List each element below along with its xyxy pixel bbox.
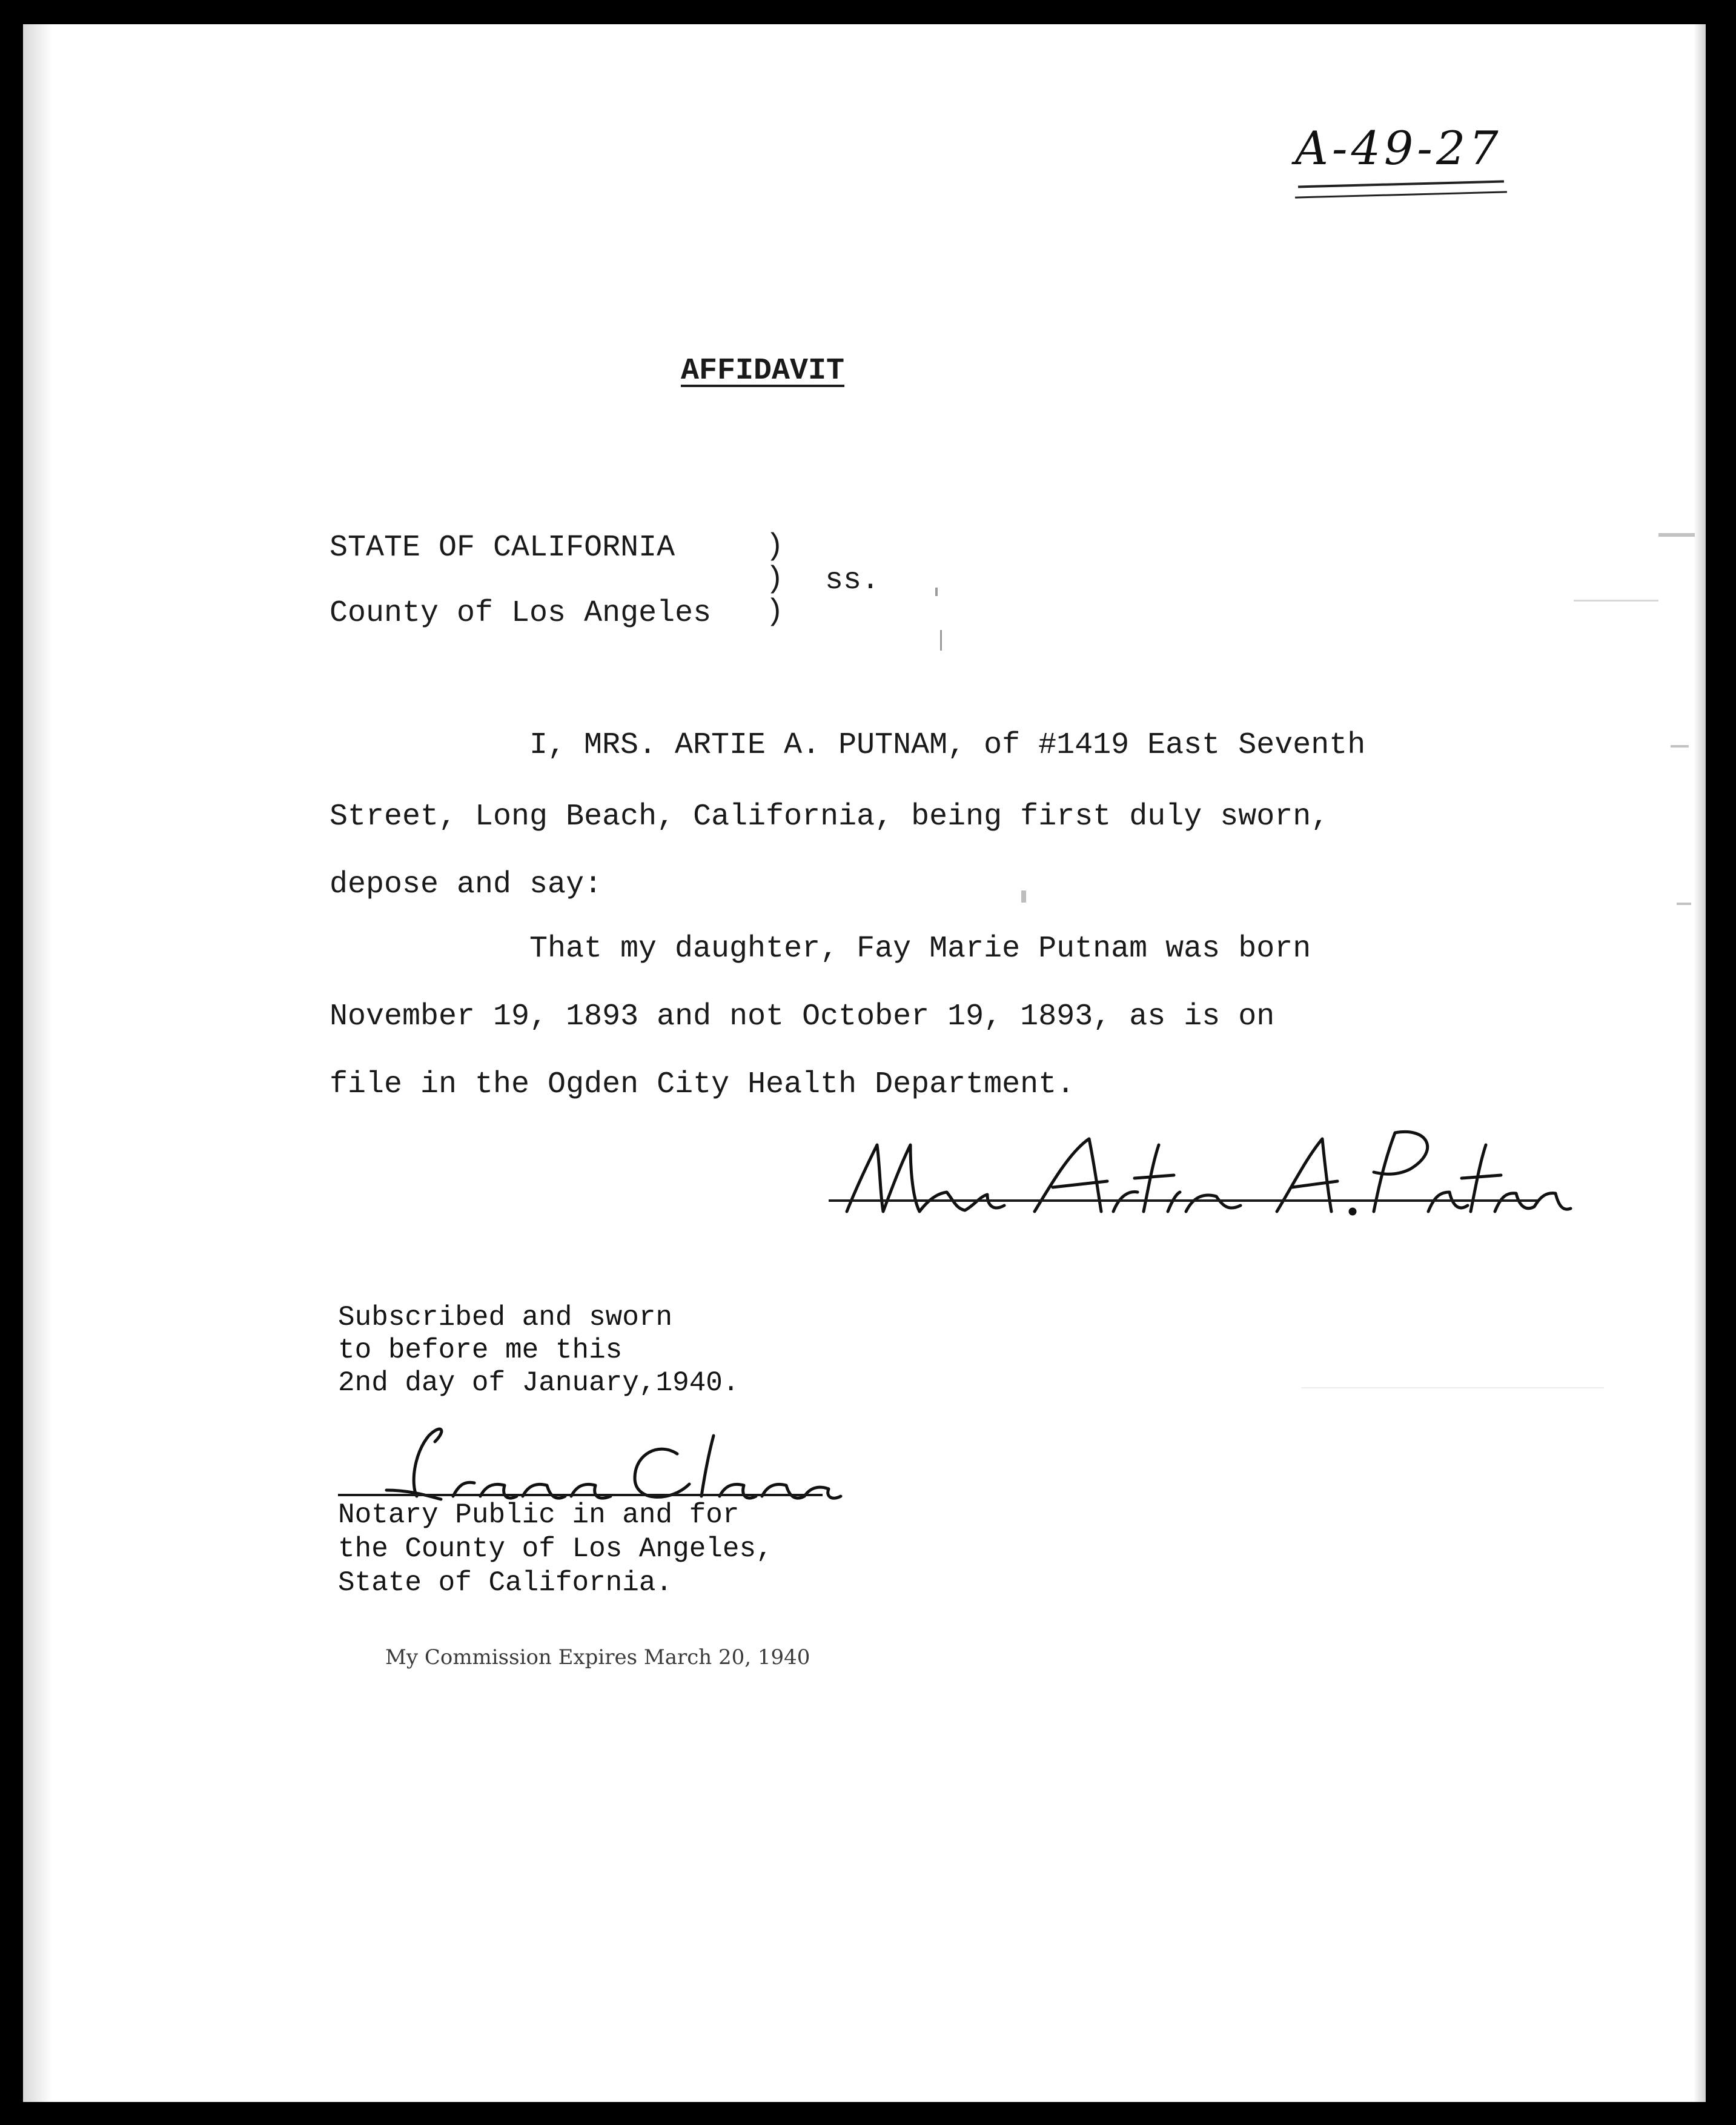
reference-underline bbox=[1298, 181, 1504, 188]
jurat-line: to before me this bbox=[338, 1334, 623, 1366]
paper-speck bbox=[1677, 903, 1691, 905]
body-line: file in the Ogden City Health Department. bbox=[330, 1067, 1075, 1102]
notary-line: Notary Public in and for bbox=[338, 1499, 740, 1531]
venue-bracket: ) bbox=[766, 529, 784, 564]
paper-speck bbox=[1301, 1387, 1604, 1388]
page-edge-shadow-left bbox=[23, 24, 52, 2102]
document-title: AFFIDAVIT bbox=[681, 354, 845, 388]
page-edge-shadow-right bbox=[1694, 24, 1706, 2102]
venue-county: County of Los Angeles bbox=[330, 596, 712, 631]
jurat-line: Subscribed and sworn bbox=[338, 1302, 673, 1333]
venue-bracket: ) bbox=[766, 595, 784, 629]
paper-speck bbox=[940, 630, 942, 651]
venue-ss: ss. bbox=[825, 563, 880, 598]
notary-signature-line bbox=[338, 1494, 823, 1496]
affiant-signature-line bbox=[829, 1199, 1537, 1202]
paper-speck bbox=[1658, 533, 1695, 537]
notary-line: the County of Los Angeles, bbox=[338, 1533, 773, 1565]
reference-underline bbox=[1295, 191, 1507, 198]
jurat-line: 2nd day of January,1940. bbox=[338, 1367, 740, 1399]
body-line: That my daughter, Fay Marie Putnam was born bbox=[529, 932, 1311, 966]
affiant-signature bbox=[829, 1121, 1574, 1230]
paper-speck bbox=[1574, 600, 1658, 602]
document-page bbox=[23, 24, 1706, 2102]
notary-line: State of California. bbox=[338, 1567, 673, 1599]
paper-speck bbox=[1021, 890, 1026, 903]
commission-stamp: My Commission Expires March 20, 1940 bbox=[385, 1645, 810, 1669]
reference-number: A-49-27 bbox=[1295, 121, 1502, 175]
paper-speck bbox=[935, 588, 938, 596]
body-line: Street, Long Beach, California, being first duly sworn, bbox=[330, 800, 1330, 834]
body-line: November 19, 1893 and not October 19, 1893, as is on bbox=[330, 1000, 1275, 1034]
body-line: depose and say: bbox=[330, 867, 603, 902]
paper-speck bbox=[1671, 745, 1689, 748]
venue-state: STATE OF CALIFORNIA bbox=[330, 531, 675, 565]
venue-bracket: ) bbox=[766, 562, 784, 597]
body-line: I, MRS. ARTIE A. PUTNAM, of #1419 East Seventh bbox=[529, 728, 1366, 763]
